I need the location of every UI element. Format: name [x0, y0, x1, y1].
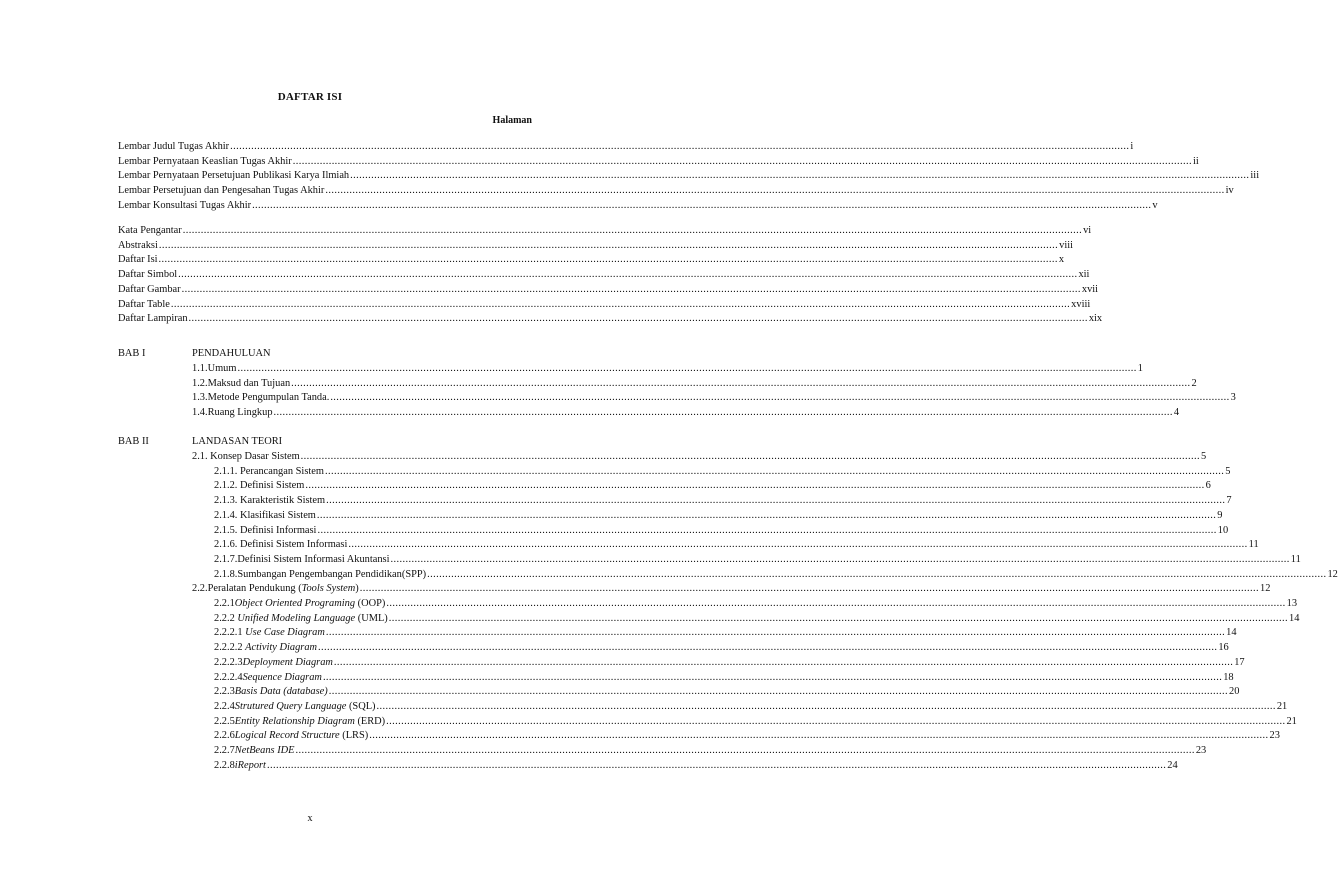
toc-entry-label: 2.2.Peralatan Pendukung (Tools System) — [192, 583, 359, 595]
toc-entry-page: 3 — [1230, 392, 1236, 404]
toc-entry-page: xix — [1088, 313, 1103, 325]
toc-entry-page: xii — [1078, 269, 1090, 281]
toc-entry-label: 2.1.7.Definisi Sistem Informasi Akuntansi — [214, 553, 390, 565]
toc-entry — [118, 298, 1091, 312]
toc-entry — [214, 524, 1229, 538]
toc-entry — [192, 450, 1207, 464]
toc-entry — [214, 641, 1229, 655]
toc-entry-label: 1.4.Ruang Lingkup — [192, 407, 273, 419]
toc-entry-page: x — [1058, 254, 1065, 266]
dot-leader: ............................................................................................................................................................................................................................................................................................................ — [230, 141, 1130, 152]
dot-leader: ............................................................................................................................................................................................................................................................................................................ — [369, 730, 1269, 742]
toc-entry-label: 1.2.Maksud dan Tujuan — [192, 377, 291, 389]
toc-entry-label: Daftar Table — [118, 298, 170, 310]
dot-leader: ............................................................................................................................................................................................................................................................................................................ — [350, 170, 1250, 182]
toc-entry-label: 2.2.2 Unified Modeling Language (UML) — [214, 612, 388, 624]
dot-leader: ............................................................................................................................................................................................................................................................................................................ — [188, 313, 1088, 325]
dot-leader: ............................................................................................................................................................................................................................................................................................................ — [300, 451, 1200, 462]
toc-entry-label: Lembar Judul Tugas Akhir — [118, 141, 230, 152]
dot-leader: ............................................................................................................................................................................................................................................................................................................ — [252, 199, 1152, 211]
dot-leader: ............................................................................................................................................................................................................................................................................................................ — [237, 363, 1137, 374]
dot-leader: ............................................................................................................................................................................................................................................................................................................ — [333, 656, 1234, 668]
toc-entry-label: 2.1.8.Sumbangan Pengembangan Pendidikan(SPP) — [214, 568, 427, 580]
toc-entry-label: Kata Pengantar — [118, 225, 182, 236]
toc-entry-label: 1.1.Umum — [192, 363, 237, 374]
toc-entry — [214, 612, 1300, 626]
dot-leader: ............................................................................................................................................................................................................................................................................................................ — [325, 185, 1225, 197]
toc-entry — [214, 715, 1297, 729]
toc-entry-page: 13 — [1286, 598, 1298, 609]
toc-entry — [214, 538, 1259, 552]
toc-entry-page: 4 — [1173, 407, 1180, 419]
toc-entry-page: xviii — [1071, 298, 1091, 310]
toc-entry — [214, 700, 1288, 714]
dot-leader: ............................................................................................................................................................................................................................................................................................................ — [291, 377, 1191, 389]
toc-entry-label: 2.2.5Entity Relationship Diagram (ERD) — [214, 715, 386, 727]
toc-entry-page: 18 — [1223, 671, 1234, 683]
toc-entry-page: 5 — [1200, 451, 1207, 462]
toc-entry — [214, 685, 1240, 699]
toc-entry-label: Lembar Pernyataan Keaslian Tugas Akhir — [118, 155, 292, 167]
toc-entry — [214, 597, 1298, 611]
toc-entry — [118, 199, 1158, 213]
bab1-title: PENDAHULUAN — [192, 348, 271, 359]
toc-entry — [214, 465, 1231, 479]
toc-entry — [118, 283, 1099, 297]
toc-entry — [192, 391, 1236, 405]
page-title: DAFTAR ISI — [277, 91, 343, 103]
toc-entry — [214, 509, 1223, 523]
toc-entry-page: xvii — [1081, 283, 1099, 295]
toc-entry-label: 2.2.2.3Deployment Diagram — [214, 656, 333, 668]
toc-entry — [118, 312, 1103, 326]
dot-leader: ............................................................................................................................................................................................................................................................................................................ — [386, 715, 1286, 727]
toc-entry-page: 11 — [1248, 539, 1259, 551]
toc-entry-page: 11 — [1290, 553, 1301, 565]
toc-entry — [214, 729, 1280, 743]
toc-entry-label: 2.1.4. Klasifikasi Sistem — [214, 509, 316, 521]
toc-entry-label: Lembar Pernyataan Persetujuan Publikasi Karya Ilmiah — [118, 170, 350, 182]
toc-entry — [214, 626, 1237, 640]
dot-leader: ............................................................................................................................................................................................................................................................................................................ — [427, 568, 1327, 580]
toc-entry — [214, 759, 1178, 773]
toc-entry — [118, 224, 1092, 238]
toc-entry-label: 2.1.2. Definisi Sistem — [214, 480, 305, 492]
toc-entry-page: 17 — [1234, 656, 1245, 668]
toc-entry-page: 21 — [1286, 715, 1297, 727]
toc-entry-page: 23 — [1269, 730, 1280, 742]
toc-entry-label: 2.2.7NetBeans IDE — [214, 745, 295, 756]
dot-leader: ............................................................................................................................................................................................................................................................................................................ — [318, 642, 1218, 654]
dot-leader: ............................................................................................................................................................................................................................................................................................................ — [182, 225, 1083, 236]
dot-leader: ............................................................................................................................................................................................................................................................................................................ — [273, 407, 1173, 419]
toc-entry-page: 5 — [1225, 465, 1231, 477]
toc-entry-label: 2.1.3. Karakteristik Sistem — [214, 495, 326, 507]
toc-entry-label: 2.1.6. Definisi Sistem Informasi — [214, 539, 348, 551]
toc-entry — [214, 671, 1234, 685]
dot-leader: ............................................................................................................................................................................................................................................................................................................ — [325, 627, 1226, 639]
toc-entry-page: 1 — [1137, 363, 1143, 374]
toc-entry — [118, 239, 1073, 253]
toc-entry-label: 2.1.5. Definisi Informasi — [214, 524, 317, 536]
toc-entry-page: 14 — [1226, 627, 1237, 639]
toc-entry-page: iv — [1225, 185, 1234, 197]
dot-leader: ............................................................................................................................................................................................................................................................................................................ — [359, 583, 1260, 595]
dot-leader: ............................................................................................................................................................................................................................................................................................................ — [292, 155, 1193, 167]
toc-entry-label: Lembar Konsultasi Tugas Akhir — [118, 199, 252, 211]
toc-entry-page: 9 — [1217, 509, 1223, 521]
dot-leader: ............................................................................................................................................................................................................................................................................................................ — [388, 612, 1289, 624]
toc-entry — [214, 744, 1207, 758]
bab2-number: BAB II — [118, 436, 149, 447]
toc-entry-page: i — [1130, 141, 1134, 152]
toc-entry — [192, 362, 1143, 376]
dot-leader: ............................................................................................................................................................................................................................................................................................................ — [330, 392, 1230, 404]
toc-entry-label: Daftar Simbol — [118, 269, 178, 281]
dot-leader: ............................................................................................................................................................................................................................................................................................................ — [158, 254, 1058, 266]
toc-entry — [214, 479, 1211, 493]
toc-entry-page: vi — [1083, 225, 1092, 236]
toc-entry-label: Daftar Isi — [118, 254, 158, 266]
dot-leader: ............................................................................................................................................................................................................................................................................................................ — [376, 700, 1276, 712]
dot-leader: ............................................................................................................................................................................................................................................................................................................ — [386, 598, 1286, 609]
toc-entry — [192, 582, 1271, 596]
toc-entry-label: 2.2.6Logical Record Structure (LRS) — [214, 730, 369, 742]
toc-entry — [214, 494, 1232, 508]
toc-entry-label: 2.2.2.2 Activity Diagram — [214, 642, 318, 654]
toc-entry — [118, 140, 1134, 154]
dot-leader: ............................................................................................................................................................................................................................................................................................................ — [390, 553, 1290, 565]
toc-entry — [118, 268, 1090, 282]
toc-entry-page: 23 — [1195, 745, 1207, 756]
dot-leader: ............................................................................................................................................................................................................................................................................................................ — [348, 539, 1248, 551]
toc-entry-label: Abstraksi — [118, 239, 158, 251]
dot-leader: ............................................................................................................................................................................................................................................................................................................ — [181, 283, 1081, 295]
toc-entry-page: 2 — [1191, 377, 1197, 389]
toc-entry-page: 6 — [1205, 480, 1211, 492]
dot-leader: ............................................................................................................................................................................................................................................................................................................ — [317, 524, 1217, 536]
toc-entry-label: 2.2.1Object Oriented Programing (OOP) — [214, 598, 386, 609]
toc-entry-page: 7 — [1226, 495, 1232, 507]
dot-leader: ............................................................................................................................................................................................................................................................................................................ — [324, 465, 1225, 477]
toc-entry — [214, 553, 1301, 567]
toc-entry — [118, 155, 1199, 169]
dot-leader: ............................................................................................................................................................................................................................................................................................................ — [322, 671, 1223, 683]
toc-entry-page: viii — [1059, 239, 1073, 251]
dot-leader: ............................................................................................................................................................................................................................................................................................................ — [295, 745, 1195, 756]
toc-entry-page: 20 — [1229, 686, 1240, 698]
toc-entry-label: Daftar Gambar — [118, 283, 181, 295]
toc-entry-label: 2.2.2.4Sequence Diagram — [214, 671, 322, 683]
dot-leader: ............................................................................................................................................................................................................................................................................................................ — [328, 686, 1229, 698]
bab2-title: LANDASAN TEORI — [192, 436, 283, 447]
toc-entry-label: 2.2.3Basis Data (database) — [214, 686, 328, 698]
dot-leader: ............................................................................................................................................................................................................................................................................................................ — [316, 509, 1217, 521]
toc-entry-page: 16 — [1218, 642, 1229, 654]
toc-entry-label: 2.2.4Strutured Query Language (SQL) — [214, 700, 376, 712]
toc-entry — [118, 253, 1065, 267]
dot-leader: ............................................................................................................................................................................................................................................................................................................ — [326, 495, 1226, 507]
toc-entry-page: 24 — [1167, 759, 1178, 771]
bab1-number: BAB I — [118, 348, 146, 359]
toc-entry — [192, 406, 1180, 420]
toc-entry-page: v — [1152, 199, 1158, 211]
toc-entry — [118, 184, 1234, 198]
toc-entry-label: 1.3.Metode Pengumpulan Tanda. — [192, 392, 330, 404]
toc-entry — [118, 169, 1260, 183]
toc-entry-page: 12 — [1260, 583, 1271, 595]
toc-entry-label: Daftar Lampiran — [118, 313, 188, 325]
toc-entry-page: iii — [1250, 170, 1260, 182]
page-number: x — [307, 813, 313, 824]
dot-leader: ............................................................................................................................................................................................................................................................................................................ — [266, 759, 1167, 771]
dot-leader: ............................................................................................................................................................................................................................................................................................................ — [305, 480, 1205, 492]
toc-entry — [214, 656, 1245, 670]
toc-entry — [192, 377, 1197, 391]
halaman-label: Halaman — [492, 115, 532, 126]
toc-entry-label: Lembar Persetujuan dan Pengesahan Tugas Akhir — [118, 185, 325, 197]
toc-entry — [214, 568, 1338, 582]
toc-entry-label: 2.1. Konsep Dasar Sistem — [192, 451, 300, 462]
toc-entry-page: 14 — [1289, 612, 1300, 624]
toc-entry-page: 12 — [1327, 568, 1338, 580]
dot-leader: ............................................................................................................................................................................................................................................................................................................ — [178, 269, 1078, 281]
toc-entry-page: ii — [1193, 155, 1199, 167]
toc-entry-page: 10 — [1217, 524, 1229, 536]
toc-entry-label: 2.1.1. Perancangan Sistem — [214, 465, 324, 477]
toc-entry-page: 21 — [1276, 700, 1288, 712]
toc-entry-label: 2.2.8iReport — [214, 759, 266, 771]
dot-leader: ............................................................................................................................................................................................................................................................................................................ — [170, 298, 1071, 310]
toc-entry-label: 2.2.2.1 Use Case Diagram — [214, 627, 325, 639]
dot-leader: ............................................................................................................................................................................................................................................................................................................ — [158, 239, 1059, 251]
